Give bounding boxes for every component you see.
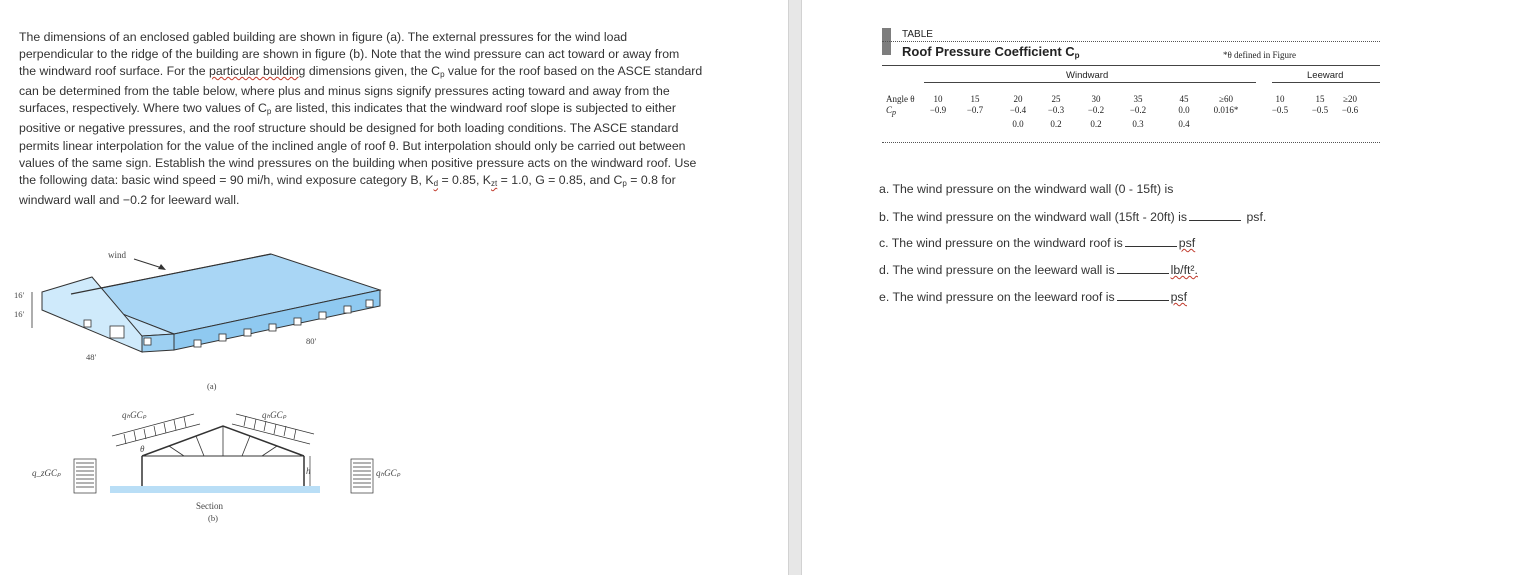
building-figure-a — [14, 244, 394, 394]
cp-cell: 0.0 — [1178, 105, 1190, 115]
wind-label: wind — [108, 250, 126, 260]
subscript: p — [266, 107, 272, 117]
angle-cell: 15 — [970, 94, 980, 104]
answer-blank-d[interactable] — [1117, 262, 1169, 274]
angle-cell: 10 — [1275, 94, 1285, 104]
table-note: *θ defined in Figure — [1223, 50, 1297, 60]
problem-text: dimensions given, the C — [305, 64, 441, 79]
dim-label-16-upper: 16′ — [14, 290, 25, 300]
dim-label-80: 80′ — [306, 336, 317, 346]
cp-cell-positive: 0.4 — [1178, 119, 1190, 129]
cp-cell: −0.5 — [1271, 105, 1289, 115]
cp-row-label: Cp — [886, 105, 897, 117]
problem-line: perpendicular to the ridge of the building are shown in figure (b). Note that the wind pressure can act toward or away from — [19, 47, 680, 62]
windward-wall-label: q_zGCₚ — [32, 468, 61, 478]
table-title: Roof Pressure Coefficient $C_p$ — [902, 44, 1080, 60]
question-e: e. The wind pressure on the leeward roof is psf — [879, 290, 1187, 304]
windward-header: Windward — [1066, 70, 1109, 81]
dim-label-16-lower: 16′ — [14, 309, 25, 319]
leeward-header: Leeward — [1307, 70, 1344, 81]
problem-text: = 1.0, G = 0.85, and C — [497, 172, 623, 187]
problem-text: surfaces, respectively. Where two values of C — [19, 101, 267, 116]
problem-line: windward wall and −0.2 for leeward wall. — [19, 192, 240, 207]
problem-text: value for the roof based on the ASCE standard — [444, 64, 703, 79]
cp-cell: −0.2 — [1129, 105, 1147, 115]
subscript: p — [622, 178, 627, 188]
question-d: d. The wind pressure on the leeward wall is lb/ft². — [879, 263, 1198, 277]
section-caption: Section — [196, 501, 223, 511]
answer-blank-c[interactable] — [1125, 235, 1177, 247]
dim-label-48: 48′ — [86, 352, 97, 362]
question-b: b. The wind pressure on the windward wall (15ft - 20ft) is psf. — [879, 210, 1267, 224]
angle-cell: 20 — [1013, 94, 1023, 104]
problem-line: permits linear interpolation for the value of the inclined angle of roof θ. But interpolation should only be carried out between — [19, 138, 686, 153]
problem-text: are listed, this indicates that the windward roof slope is subjected to either — [271, 101, 676, 116]
truss — [169, 426, 277, 456]
cp-cell: −0.6 — [1341, 105, 1359, 115]
table-rule — [882, 142, 1380, 143]
leeward-wall-label: qₕGCₚ — [376, 468, 401, 478]
question-panel — [802, 0, 1515, 575]
answer-blank-e[interactable] — [1117, 289, 1169, 301]
wind-arrow — [134, 259, 162, 268]
cp-cell: −0.2 — [1087, 105, 1105, 115]
problem-statement — [19, 29, 714, 209]
problem-text: = 0.8 for — [626, 172, 676, 187]
windward-roof-label: qₕGCₚ — [122, 410, 147, 420]
cp-cell: −0.5 — [1311, 105, 1329, 115]
angle-cell: 15 — [1315, 94, 1325, 104]
figure-a-caption: (a) — [207, 381, 217, 391]
angle-cell: 25 — [1051, 94, 1061, 104]
question-c: c. The wind pressure on the windward roof is psf — [879, 236, 1196, 250]
angle-cell: 10 — [933, 94, 943, 104]
angle-row-label: Angle θ — [886, 94, 915, 104]
problem-text: the following data: basic wind speed = 90 mi/h, wind exposure category B, K — [19, 172, 434, 187]
subscript: d — [433, 178, 439, 188]
spellcheck-phrase: particular building — [209, 64, 306, 79]
angle-cell: ≥20 — [1343, 94, 1357, 104]
height-label: h — [306, 466, 311, 476]
problem-line: the windward roof surface. For the — [19, 64, 210, 79]
cp-cell: −0.9 — [929, 105, 947, 115]
table-rule — [882, 65, 1380, 66]
subscript: p — [440, 70, 445, 80]
cp-cell: −0.4 — [1009, 105, 1027, 115]
leeward-roof-label: qₕGCₚ — [262, 410, 287, 420]
cp-cell-positive: 0.2 — [1050, 119, 1062, 129]
angle-cell: 30 — [1091, 94, 1101, 104]
cp-cell: −0.7 — [966, 105, 984, 115]
figure-b-caption: (b) — [208, 513, 218, 523]
ground — [110, 486, 320, 493]
leeward-wall-pressure — [351, 459, 373, 493]
answer-blank-b[interactable] — [1189, 209, 1241, 221]
problem-line: The dimensions of an enclosed gabled building are shown in figure (a). The external pressures for the wind load — [19, 30, 628, 44]
cp-cell-positive: 0.3 — [1132, 119, 1144, 129]
cp-cell-positive: 0.2 — [1090, 119, 1102, 129]
angle-cell: 45 — [1179, 94, 1189, 104]
angle-cell: 35 — [1133, 94, 1143, 104]
problem-line: values of the same sign. Establish the wind pressures on the building when positive pressure acts on the windward roof. Use — [19, 155, 697, 170]
question-a: a. The wind pressure on the windward wall (0 - 15ft) is — [879, 182, 1174, 196]
windward-wall-pressure — [74, 459, 96, 493]
problem-line: positive or negative pressures, and the roof structure should be designed for both loading conditions. The ASCE standard — [19, 121, 679, 136]
problem-text: = 0.85, K — [438, 172, 492, 187]
section-figure-b — [24, 404, 424, 529]
cp-cell: −0.3 — [1047, 105, 1065, 115]
cp-cell-positive: 0.0 — [1012, 119, 1024, 129]
table-label: TABLE — [902, 29, 933, 40]
angle-cell: ≥60 — [1219, 94, 1233, 104]
subscript: zt — [491, 178, 498, 188]
table-rule — [882, 41, 1380, 42]
theta-label: θ — [140, 444, 145, 454]
panel-divider[interactable] — [788, 0, 802, 575]
problem-line: can be determined from the table below, where plus and minus signs signify pressures acting toward and away from the — [19, 84, 670, 99]
cp-cell: 0.016* — [1213, 105, 1239, 115]
